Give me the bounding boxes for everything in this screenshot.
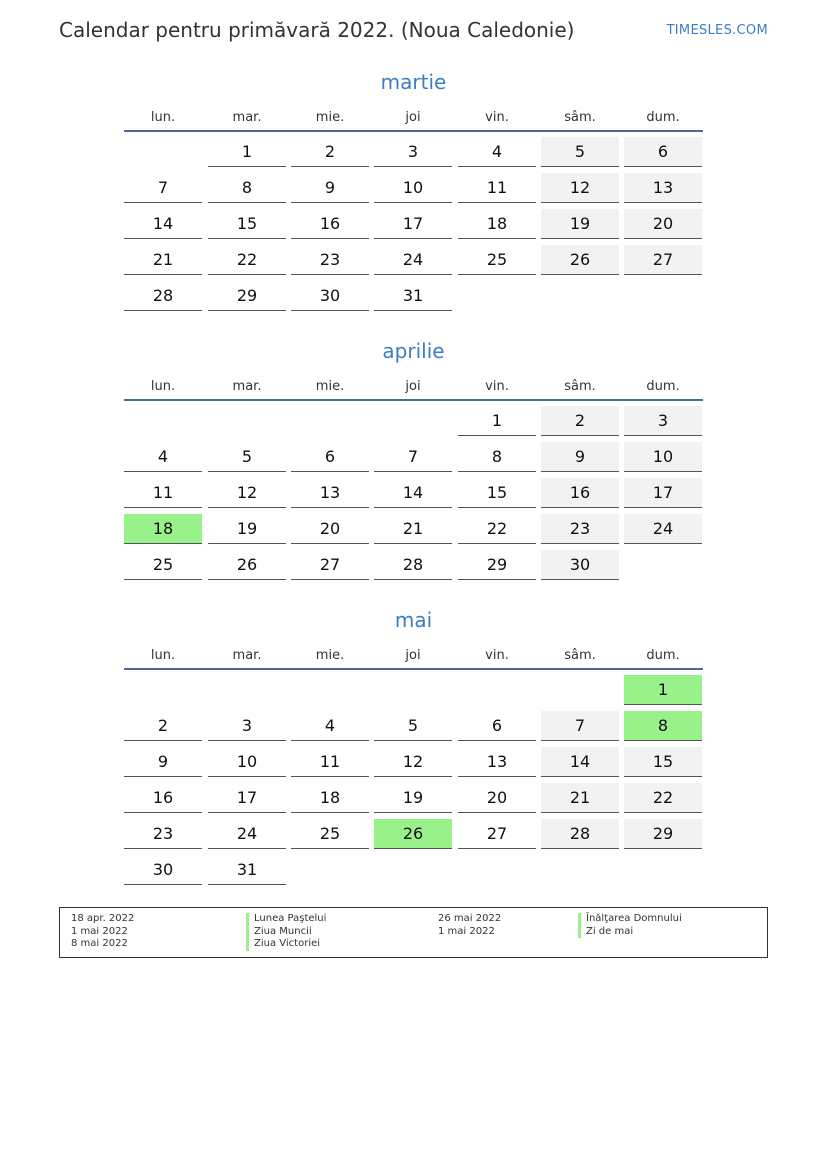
day-number: 2 <box>157 716 169 735</box>
day-number: 17 <box>652 483 674 502</box>
day-number: 19 <box>236 519 258 538</box>
day-cell <box>124 281 202 311</box>
month-divider <box>124 130 703 132</box>
day-cell <box>541 819 619 849</box>
day-number: 21 <box>569 788 591 807</box>
day-cell <box>624 783 702 813</box>
weekday-label: joi <box>405 110 421 125</box>
weekday-label: mar. <box>232 379 262 394</box>
day-number: 20 <box>652 214 674 233</box>
day-cell <box>291 514 369 544</box>
day-cell <box>541 783 619 813</box>
weekday-label: dum. <box>646 648 680 663</box>
day-cell <box>624 245 702 275</box>
day-number: 14 <box>152 214 174 233</box>
day-number: 27 <box>486 824 508 843</box>
day-number: 15 <box>486 483 508 502</box>
day-cell <box>541 478 619 508</box>
day-number: 8 <box>657 716 669 735</box>
legend-date: 8 mai 2022 <box>71 938 128 949</box>
day-cell <box>541 173 619 203</box>
day-number: 30 <box>152 860 174 879</box>
day-cell <box>291 783 369 813</box>
day-cell <box>374 478 452 508</box>
legend-holiday-name: Ziua Victoriei <box>246 938 326 951</box>
day-number: 18 <box>152 519 174 538</box>
day-number: 25 <box>152 555 174 574</box>
day-number: 30 <box>319 286 341 305</box>
day-cell <box>541 245 619 275</box>
day-cell <box>124 478 202 508</box>
day-number: 18 <box>319 788 341 807</box>
day-number: 5 <box>574 142 586 161</box>
day-cell <box>291 173 369 203</box>
day-number: 1 <box>657 680 669 699</box>
day-number: 19 <box>402 788 424 807</box>
day-cell <box>291 711 369 741</box>
day-cell <box>458 137 536 167</box>
day-number: 3 <box>241 716 253 735</box>
day-cell <box>541 711 619 741</box>
day-cell <box>374 245 452 275</box>
day-number: 29 <box>236 286 258 305</box>
day-cell <box>208 442 286 472</box>
day-number: 21 <box>152 250 174 269</box>
day-number: 8 <box>241 178 253 197</box>
day-cell <box>208 281 286 311</box>
legend-dates-right <box>438 913 501 938</box>
day-cell <box>458 478 536 508</box>
day-cell <box>208 711 286 741</box>
day-number: 20 <box>486 788 508 807</box>
day-cell <box>124 209 202 239</box>
day-number: 23 <box>319 250 341 269</box>
day-number: 29 <box>486 555 508 574</box>
month-name: martie <box>380 70 447 94</box>
day-cell <box>624 747 702 777</box>
page-header <box>59 18 768 48</box>
day-cell <box>124 747 202 777</box>
day-number: 1 <box>241 142 253 161</box>
day-cell <box>458 747 536 777</box>
day-number: 24 <box>402 250 424 269</box>
day-number: 15 <box>236 214 258 233</box>
day-cell <box>291 819 369 849</box>
day-number: 28 <box>569 824 591 843</box>
day-number: 10 <box>652 447 674 466</box>
day-cell <box>124 783 202 813</box>
day-cell <box>208 245 286 275</box>
day-cell <box>208 209 286 239</box>
day-cell <box>624 209 702 239</box>
day-cell <box>374 711 452 741</box>
weekday-label: lun. <box>150 110 176 125</box>
day-cell <box>624 137 702 167</box>
day-number: 9 <box>574 447 586 466</box>
legend-dates-left <box>71 913 134 951</box>
weekday-label: mar. <box>232 648 262 663</box>
day-cell <box>624 514 702 544</box>
weekday-label: lun. <box>150 648 176 663</box>
legend-holiday-name: Înălţarea Domnului <box>578 913 682 926</box>
day-cell <box>291 281 369 311</box>
day-cell <box>208 747 286 777</box>
month-divider <box>124 399 703 401</box>
day-number: 5 <box>407 716 419 735</box>
holiday-legend <box>59 907 768 958</box>
day-cell <box>374 137 452 167</box>
legend-names-left <box>246 913 326 951</box>
weekday-label: sâm. <box>564 379 596 394</box>
day-number: 22 <box>652 788 674 807</box>
day-cell <box>458 783 536 813</box>
day-number: 4 <box>157 447 169 466</box>
day-cell <box>208 855 286 885</box>
day-cell <box>291 245 369 275</box>
day-cell <box>458 711 536 741</box>
day-cell <box>208 514 286 544</box>
day-cell <box>374 209 452 239</box>
day-cell <box>374 442 452 472</box>
legend-holiday-name: Zi de mai <box>578 926 682 939</box>
day-cell <box>374 550 452 580</box>
day-number: 8 <box>491 447 503 466</box>
day-number: 27 <box>652 250 674 269</box>
day-cell <box>541 209 619 239</box>
weekday-label: vin. <box>485 648 509 663</box>
day-number: 21 <box>402 519 424 538</box>
day-cell <box>291 550 369 580</box>
day-number: 23 <box>152 824 174 843</box>
day-cell <box>124 550 202 580</box>
day-number: 4 <box>324 716 336 735</box>
day-cell <box>208 137 286 167</box>
day-cell <box>541 406 619 436</box>
day-cell <box>124 245 202 275</box>
day-number: 22 <box>236 250 258 269</box>
day-number: 26 <box>236 555 258 574</box>
day-cell <box>291 137 369 167</box>
day-number: 6 <box>324 447 336 466</box>
day-number: 3 <box>657 411 669 430</box>
weekday-header <box>124 379 704 399</box>
day-number: 12 <box>402 752 424 771</box>
weekday-header <box>124 648 704 668</box>
day-number: 1 <box>491 411 503 430</box>
legend-date: 1 mai 2022 <box>438 925 495 937</box>
day-number: 6 <box>491 716 503 735</box>
day-number: 18 <box>486 214 508 233</box>
day-number: 30 <box>569 555 591 574</box>
site-link[interactable]: TIMESLES.COM <box>666 23 768 38</box>
weekday-label: mie. <box>315 379 345 394</box>
day-cell <box>624 173 702 203</box>
day-number: 25 <box>319 824 341 843</box>
day-cell <box>374 173 452 203</box>
day-number: 16 <box>152 788 174 807</box>
weekday-label: lun. <box>150 379 176 394</box>
day-cell <box>458 245 536 275</box>
day-number: 3 <box>407 142 419 161</box>
month-name: mai <box>394 608 433 632</box>
day-number: 28 <box>402 555 424 574</box>
weekday-label: mie. <box>315 110 345 125</box>
day-number: 13 <box>319 483 341 502</box>
day-cell <box>374 783 452 813</box>
legend-date: 1 mai 2022 <box>71 925 128 937</box>
day-cell <box>541 137 619 167</box>
day-number: 16 <box>319 214 341 233</box>
day-number: 16 <box>569 483 591 502</box>
day-cell <box>624 406 702 436</box>
day-cell <box>124 442 202 472</box>
day-number: 10 <box>402 178 424 197</box>
day-number: 14 <box>402 483 424 502</box>
day-number: 23 <box>569 519 591 538</box>
day-cell <box>624 819 702 849</box>
day-number: 12 <box>236 483 258 502</box>
day-cell <box>458 173 536 203</box>
day-number: 4 <box>491 142 503 161</box>
day-cell <box>291 478 369 508</box>
day-cell <box>541 550 619 580</box>
day-cell <box>124 173 202 203</box>
day-number: 9 <box>324 178 336 197</box>
day-cell <box>541 747 619 777</box>
day-number: 20 <box>319 519 341 538</box>
day-number: 2 <box>574 411 586 430</box>
day-cell-holiday <box>624 675 702 705</box>
day-cell <box>458 550 536 580</box>
day-number: 7 <box>407 447 419 466</box>
day-cell <box>541 442 619 472</box>
day-number: 12 <box>569 178 591 197</box>
day-cell <box>291 209 369 239</box>
weekday-label: mie. <box>315 648 345 663</box>
day-cell <box>541 514 619 544</box>
day-number: 2 <box>324 142 336 161</box>
day-cell <box>374 514 452 544</box>
day-number: 31 <box>236 860 258 879</box>
legend-date: 18 apr. 2022 <box>71 913 135 924</box>
day-cell <box>458 209 536 239</box>
legend-date: 26 mai 2022 <box>438 913 502 924</box>
day-number: 26 <box>569 250 591 269</box>
day-number: 11 <box>486 178 508 197</box>
weekday-label: sâm. <box>564 110 596 125</box>
day-number: 15 <box>652 752 674 771</box>
weekday-label: joi <box>405 648 421 663</box>
day-number: 5 <box>241 447 253 466</box>
legend-names-right <box>578 913 682 938</box>
day-number: 26 <box>402 824 424 843</box>
day-number: 17 <box>236 788 258 807</box>
weekday-label: vin. <box>485 379 509 394</box>
day-cell <box>124 855 202 885</box>
day-number: 13 <box>486 752 508 771</box>
day-cell <box>124 711 202 741</box>
day-number: 25 <box>486 250 508 269</box>
day-cell-holiday <box>374 819 452 849</box>
day-number: 29 <box>652 824 674 843</box>
day-cell <box>124 819 202 849</box>
day-number: 7 <box>157 178 169 197</box>
day-cell <box>624 442 702 472</box>
weekday-header <box>124 110 704 130</box>
day-number: 24 <box>652 519 674 538</box>
day-cell <box>291 747 369 777</box>
day-number: 9 <box>157 752 169 771</box>
day-number: 24 <box>236 824 258 843</box>
day-cell-holiday <box>624 711 702 741</box>
day-number: 17 <box>402 214 424 233</box>
day-number: 31 <box>402 286 424 305</box>
day-cell <box>208 478 286 508</box>
day-number: 11 <box>319 752 341 771</box>
weekday-label: dum. <box>646 379 680 394</box>
month-name: aprilie <box>382 339 445 363</box>
day-cell-holiday <box>124 514 202 544</box>
day-cell <box>208 173 286 203</box>
day-cell <box>208 819 286 849</box>
day-cell <box>624 478 702 508</box>
day-cell <box>208 550 286 580</box>
day-number: 11 <box>152 483 174 502</box>
day-cell <box>458 442 536 472</box>
weekday-label: mar. <box>232 110 262 125</box>
legend-holiday-name: Lunea Paştelui <box>246 913 326 926</box>
day-cell <box>458 819 536 849</box>
weekday-label: vin. <box>485 110 509 125</box>
day-number: 13 <box>652 178 674 197</box>
weekday-label: joi <box>405 379 421 394</box>
month-divider <box>124 668 703 670</box>
day-cell <box>374 281 452 311</box>
day-cell <box>458 406 536 436</box>
day-cell <box>291 442 369 472</box>
day-number: 22 <box>486 519 508 538</box>
day-number: 14 <box>569 752 591 771</box>
page-title: Calendar pentru primăvară 2022. (Noua Caledonie) <box>59 18 575 42</box>
day-cell <box>458 514 536 544</box>
weekday-label: dum. <box>646 110 680 125</box>
weekday-label: sâm. <box>564 648 596 663</box>
day-cell <box>208 783 286 813</box>
day-cell <box>374 747 452 777</box>
legend-holiday-name: Ziua Muncii <box>246 926 326 939</box>
day-number: 27 <box>319 555 341 574</box>
day-number: 6 <box>657 142 669 161</box>
day-number: 28 <box>152 286 174 305</box>
day-number: 10 <box>236 752 258 771</box>
day-number: 7 <box>574 716 586 735</box>
day-number: 19 <box>569 214 591 233</box>
